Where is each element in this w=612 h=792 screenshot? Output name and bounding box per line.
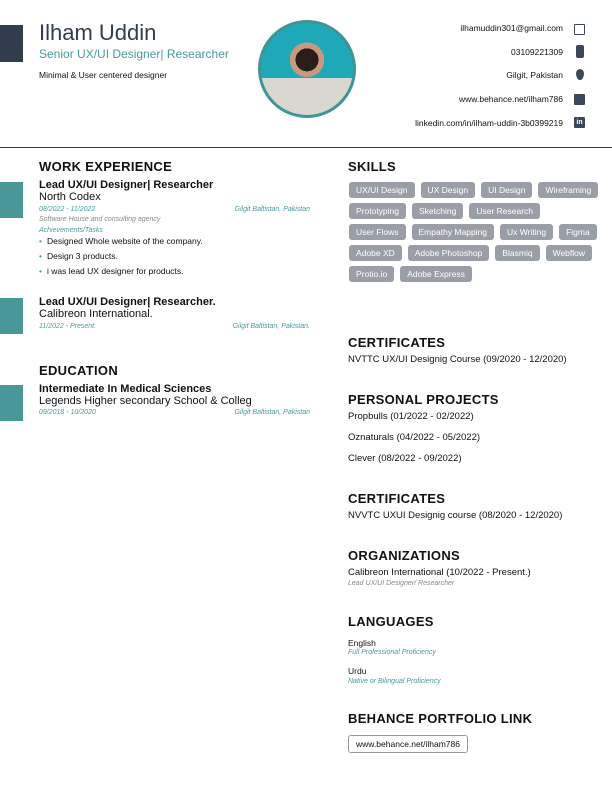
candidate-title: Senior UX/UI Designer| Researcher (39, 47, 229, 61)
job-accent-bar (0, 182, 23, 218)
job-title: Lead UX/UI Designer| Researcher. (39, 296, 216, 308)
project-item: Propbulls (01/2022 - 02/2022) (348, 411, 474, 422)
job-dates: 08/2022 - 11/2022 (39, 206, 96, 213)
organization-name: Calibreon International (10/2022 - Present.) (348, 567, 531, 578)
education-accent-bar (0, 385, 23, 421)
skill-tag: Prototyping (349, 203, 406, 219)
skill-tag: Adobe Photoshop (408, 245, 490, 261)
candidate-name: Ilham Uddin (39, 20, 157, 45)
section-heading-certificates: CERTIFICATES (348, 491, 446, 506)
task-item: • Designed Whole website of the company. (39, 236, 310, 246)
education-entry (39, 383, 310, 416)
job-description: Software House and consulting agency (39, 216, 161, 223)
job-location: Gilgit Baltistan, Pakistan (234, 206, 310, 213)
skill-tag: Figma (559, 224, 597, 240)
skill-tag: Adobe Express (400, 266, 472, 282)
project-item: Clever (08/2022 - 09/2022) (348, 453, 462, 464)
section-heading-organizations: ORGANIZATIONS (348, 548, 460, 563)
contact-linkedin[interactable]: linkedin.com/in/ilham-uddin-3b0399219 (415, 118, 563, 128)
section-heading-skills: SKILLS (348, 159, 397, 174)
job-entry (39, 296, 310, 330)
certificate-item: NVTTC UX/UI Designig Course (09/2020 - 12/2020) (348, 354, 567, 365)
header-divider (0, 147, 612, 148)
location-pin-icon (576, 69, 584, 80)
section-heading-work: WORK EXPERIENCE (39, 159, 173, 174)
linkedin-icon: in (574, 117, 585, 128)
skill-tag: Adobe XD (349, 245, 402, 261)
job-location: Gilgit Baltistan, Pakistan. (232, 323, 310, 330)
envelope-icon (574, 24, 585, 35)
education-location: Gilgit Baltistan, Pakistan (234, 409, 310, 416)
contact-email[interactable]: ilhamuddin301@gmail.com (460, 23, 563, 33)
skill-tag: Empathy Mapping (412, 224, 495, 240)
header-accent-block (0, 25, 23, 62)
portfolio-link[interactable]: www.behance.net/ilham786 (348, 735, 468, 753)
language-name: Urdu (348, 666, 367, 676)
contact-location: Gilgit, Pakistan (506, 70, 563, 80)
school: Legends Higher secondary School & Colleg (39, 395, 252, 407)
section-heading-education: EDUCATION (39, 363, 119, 378)
section-heading-portfolio: BEHANCE PORTFOLIO LINK (348, 711, 533, 726)
profile-photo (258, 20, 356, 118)
certificate-item: NVVTC UXUI Designig course (08/2020 - 12/2020) (348, 510, 563, 521)
job-company: Calibreon International. (39, 308, 153, 320)
tasks-label: Achievements/Tasks (39, 227, 103, 234)
job-entry (39, 179, 310, 276)
organization-role: Lead UX/UI Designer/ Researcher (348, 580, 455, 587)
language-level: Native or Bilingual Proficiency (348, 678, 441, 685)
skills-list (349, 182, 599, 282)
skill-tag: Blasmiq (495, 245, 539, 261)
section-heading-languages: LANGUAGES (348, 614, 434, 629)
website-icon (574, 94, 585, 105)
language-level: Full Professional Proficiency (348, 649, 436, 656)
skill-tag: Wireframing (538, 182, 598, 198)
education-dates: 09/2018 - 10/2020 (39, 409, 96, 416)
degree: Intermediate In Medical Sciences (39, 383, 212, 395)
section-heading-certificates: CERTIFICATES (348, 335, 446, 350)
skill-tag: UX Design (421, 182, 476, 198)
skill-tag: Ux Writing (500, 224, 553, 240)
skill-tag: UX/UI Design (349, 182, 415, 198)
tagline: Minimal & User centered designer (39, 70, 168, 80)
job-dates: 11/2022 - Present. (39, 323, 97, 330)
skill-tag: UI Design (481, 182, 532, 198)
task-item: • i was lead UX designer for products. (39, 266, 310, 276)
job-company: North Codex (39, 191, 101, 203)
contact-website[interactable]: www.behance.net/ilham786 (459, 94, 563, 104)
language-name: English (348, 638, 376, 648)
job-title: Lead UX/UI Designer| Researcher (39, 179, 214, 191)
skill-tag: Protio.io (349, 266, 394, 282)
skill-tag: User Research (469, 203, 540, 219)
job-accent-bar (0, 298, 23, 334)
contact-phone: 03109221309 (510, 47, 563, 57)
skill-tag: Sketching (412, 203, 463, 219)
project-item: Oznaturals (04/2022 - 05/2022) (348, 432, 481, 443)
phone-icon (576, 45, 584, 58)
skill-tag: Webflow (546, 245, 592, 261)
skill-tag: User Flows (349, 224, 406, 240)
section-heading-projects: PERSONAL PROJECTS (348, 392, 499, 407)
task-item: • Design 3 products. (39, 251, 310, 261)
